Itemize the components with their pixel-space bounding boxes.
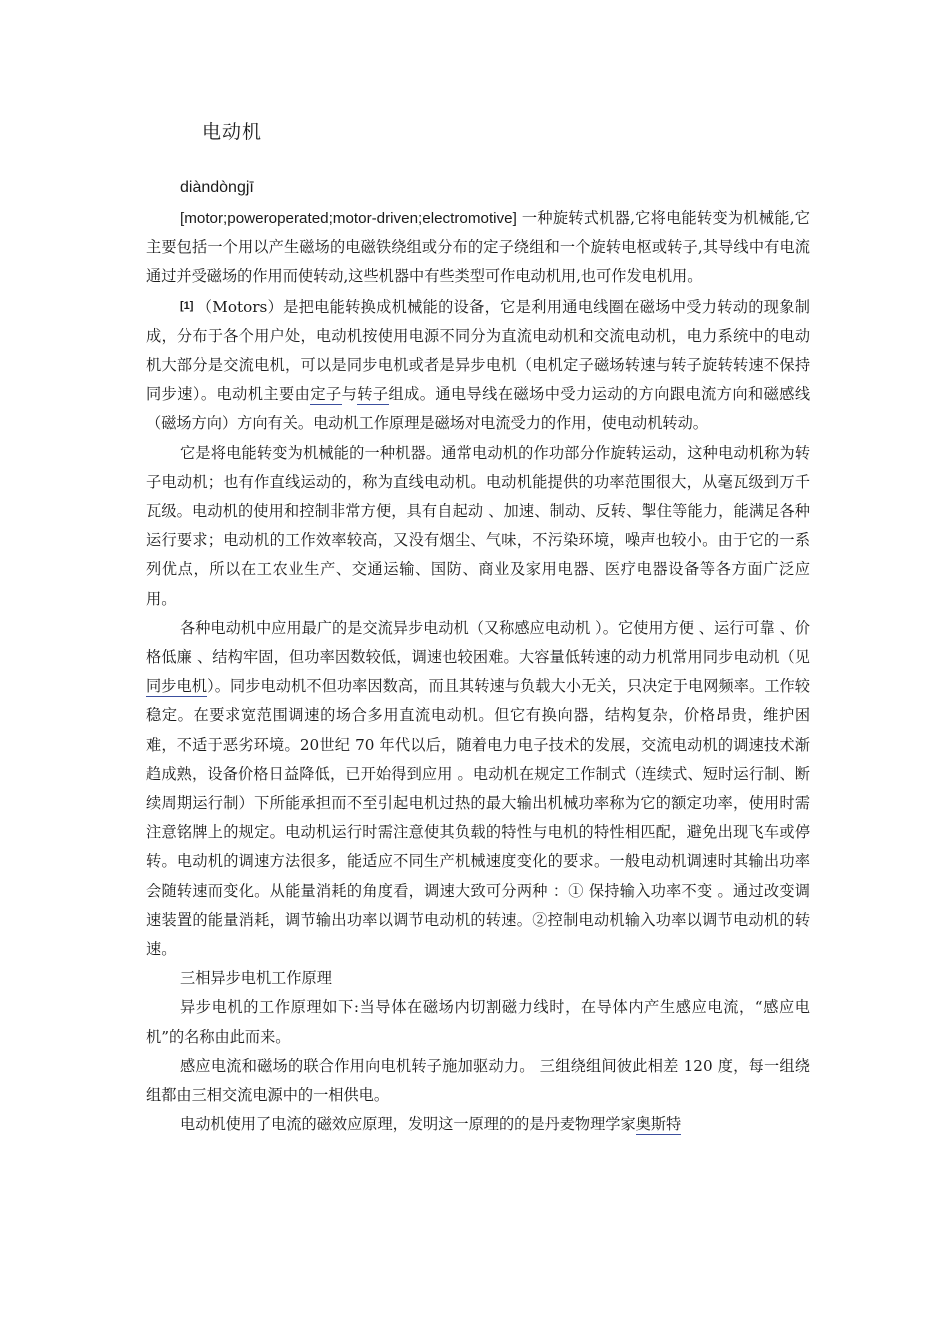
document-body [146,204,810,1140]
magnetic-effect-text: 电动机使用了电流的磁效应原理，发明这一原理的的是丹麦物理学家 [180,1115,636,1134]
link-stator[interactable]: 定子 [310,385,342,404]
motors-text-part1: （Motors）是把电能转换成机械能的设备，它是利用通电线圈在磁场中受力转动的现象制成，分布于各个用户处，电动机按使用电源不同分为直流电动机和交流电动机，电力系统中的电动机大部分是交流电机，可以是同步电机或者是异步电机（电机定子磁场转速与转子旋转转速不保持同步速）。电动机主要由 [146,297,810,404]
document-title: 电动机 [202,121,263,143]
paragraph-induced-current: 感应电流和磁场的联合作用向电机转子施加驱动力。 三组绕组间彼此相差 120 度，每一组绕组都由三相交流电源中的一相供电。 [146,1056,810,1105]
link-synchronous-motor[interactable]: 同步电机 [146,677,208,696]
section-heading: 三相异步电机工作原理 [180,969,332,988]
pinyin-line: diàndòngjī [180,179,254,196]
motors-text-mid: 与 [341,385,358,404]
link-rotor[interactable]: 转子 [357,385,389,404]
motors-text-part2: 组成。通电导线在磁场中受力运动的方向跟电流方向和磁感线（磁场方向）方向有关。电动机工作原理是磁场对电流受力的作用，使电动机转动。 [146,385,811,433]
paragraph-magnetic-effect [146,1110,810,1139]
paragraph-applications: 它是将电能转变为机械能的一种机器。通常电动机的作功部分作旋转运动，这种电动机称为转子电动机；也有作直线运动的，称为直线电动机。电动机能提供的功率范围很大，从毫瓦级到万千瓦级。电动机的使用和控制非常方便，具有自起动 、加速、制动、反转、掣住等能力，能满足各种运行要求；电动机的工作效率较高，又没有烟尘、气味，不污染环境，噪声也较小。由于它的一系列优点，所以在工农业生产、交通运输、国防、商业及家用电器、医疗电器设备等各方面广泛应用。 [146,443,810,608]
ac-motors-part1: 各种电动机中应用最广的是交流异步电动机（又称感应电动机 ）。它使用方便 、运行可靠 、价格低廉 、结构牢固，但功率因数较低，调速也较困难。大容量低转速的动力机常用同步电动机（见 [146,618,810,667]
paragraph-ac-motors [146,614,810,964]
definition-text: 一种旋转式机器,它将电能转变为机械能,它主要包括一个用以产生磁场的电磁铁绕组或分布的定子绕组和一个旋转电枢或转子,其导线中有电流通过并受磁场的作用而使转动,这些机器中有些类型可作电动机用,也可作发电机用。 [146,209,810,286]
reference-marker[interactable]: [1] [180,299,194,312]
link-oersted[interactable]: 奥斯特 [635,1115,682,1134]
english-terms: [motor;poweroperated;motor-driven;electromotive] [180,210,517,227]
ac-motors-part2: ）。同步电动机不但功率因数高，而且其转速与负载大小无关，只决定于电网频率。工作较稳定。在要求宽范围调速的场合多用直流电动机。但它有换向器，结构复杂，价格昂贵，维护困难，不适于恶劣环境。20世纪 70 年代以后，随着电力电子技术的发展，交流电动机的调速技术渐趋成熟，设备价格日益降低，已开始得到应用 。电动机在规定工作制式（连续式、短时运行制、断续周期运行制）下所能承担而不至引起电机过热的最大输出机械功率称为它的额定功率，使用时需注意铭牌上的规定。电动机运行时需注意使其负载的特性与电机的特性相匹配，避免出现飞车或停转。电动机的调速方法很多，能适应不同生产机械速度变化的要求。一般电动机调速时其输出功率会随转速而变化。从能量消耗的角度看，调速大致可分两种 ：① 保持输入功率不变 。通过改变调速装置的能量消耗，调节输出功率以调节电动机的转速。②控制电动机输入功率以调节电动机的转速。 [146,677,810,959]
paragraph-async-principle: 异步电机的工作原理如下:当导体在磁场内切割磁力线时，在导体内产生感应电流，“感应电机”的名称由此而来。 [146,998,810,1046]
paragraph-motors [146,292,810,439]
paragraph-definition [146,204,810,292]
